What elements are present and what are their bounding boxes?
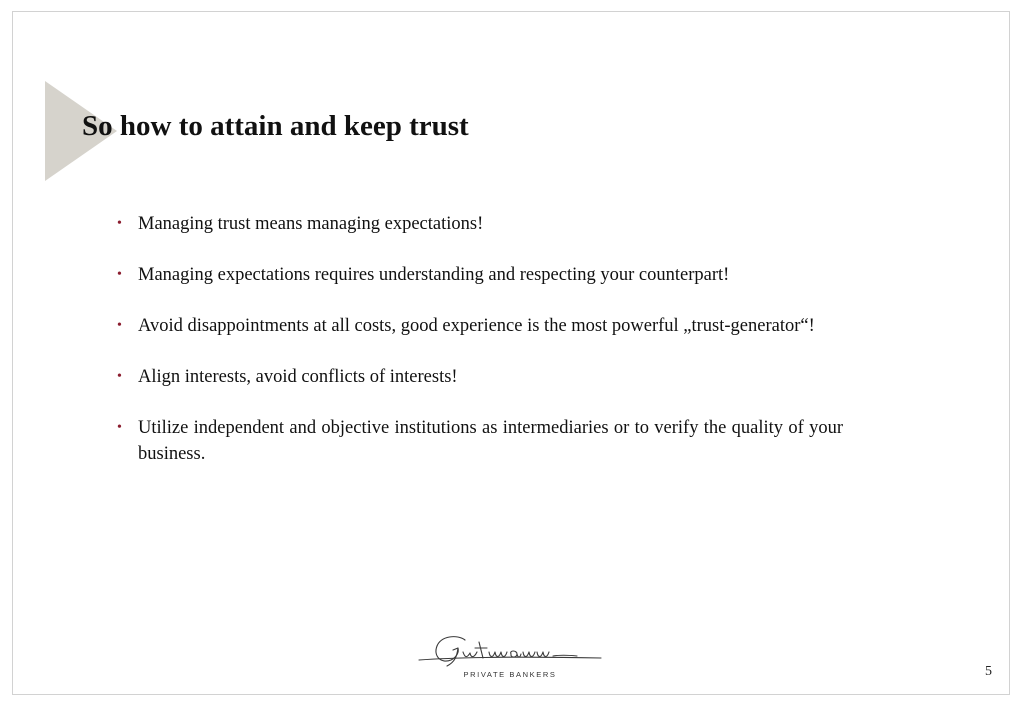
slide-title: So how to attain and keep trust	[82, 110, 469, 142]
bullet-icon: •	[117, 318, 122, 333]
bullet-item	[117, 313, 843, 339]
bullet-item	[117, 415, 843, 467]
gutmann-logo	[417, 628, 603, 682]
bullet-text: Utilize independent and objective institutions as intermediaries or to verify the quality of your business.	[138, 418, 843, 464]
bullet-text: Avoid disappointments at all costs, good experience is the most powerful „trust-generator“!	[138, 316, 815, 336]
bullet-icon: •	[117, 369, 122, 384]
logo-tagline: PRIVATE BANKERS	[463, 670, 557, 679]
bullet-icon: •	[117, 420, 122, 435]
signature-logo-icon	[417, 628, 603, 670]
bullet-icon: •	[117, 216, 122, 231]
bullet-item	[117, 364, 843, 390]
page-number: 5	[985, 664, 992, 679]
bullet-text: Align interests, avoid conflicts of interests!	[138, 367, 458, 387]
bullet-text: Managing expectations requires understanding and respecting your counterpart!	[138, 265, 730, 285]
bullet-icon: •	[117, 267, 122, 282]
bullet-item	[117, 211, 843, 237]
bullet-item	[117, 262, 843, 288]
bullet-text: Managing trust means managing expectations!	[138, 214, 484, 234]
bullet-list	[117, 211, 843, 492]
